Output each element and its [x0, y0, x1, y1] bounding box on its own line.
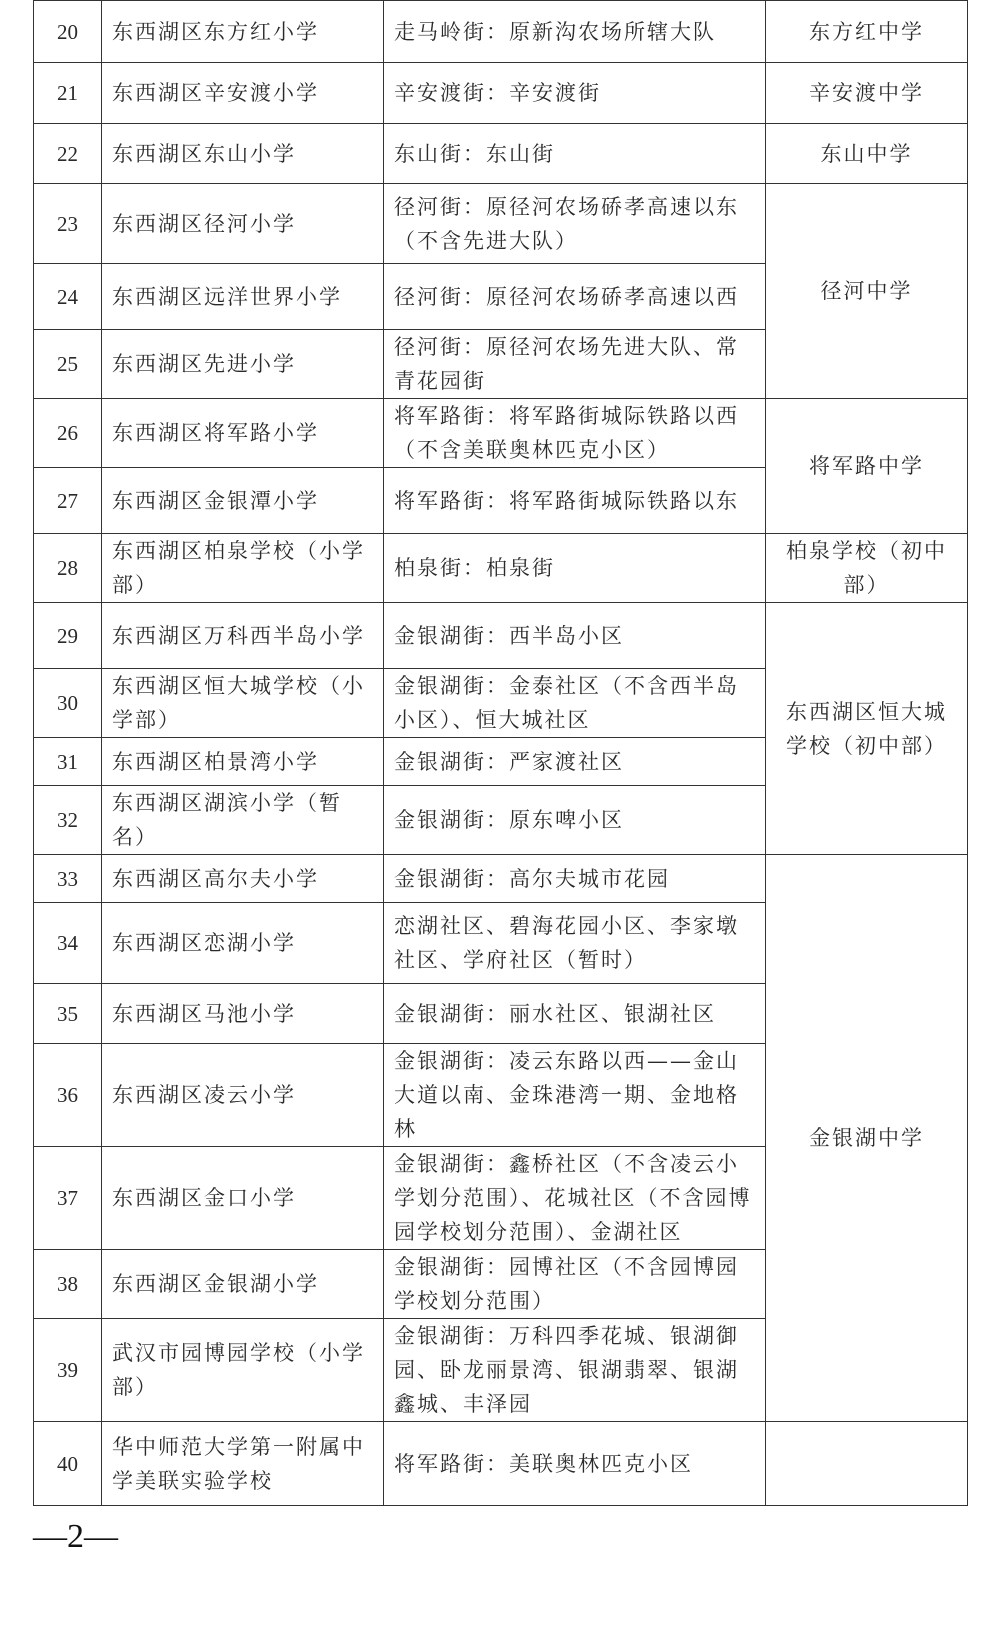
enrollment-area: 柏泉街：柏泉街 — [384, 534, 766, 603]
middle-school-name: 金银湖中学 — [766, 855, 968, 1422]
primary-school-name: 华中师范大学第一附属中学美联实验学校 — [102, 1422, 384, 1506]
primary-school-name: 东西湖区远洋世界小学 — [102, 264, 384, 330]
row-number: 23 — [34, 184, 102, 264]
enrollment-area: 金银湖街：万科四季花城、银湖御园、卧龙丽景湾、银湖翡翠、银湖鑫城、丰泽园 — [384, 1319, 766, 1422]
row-number: 20 — [34, 1, 102, 63]
school-district-table — [33, 0, 968, 1506]
enrollment-area: 金银湖街：鑫桥社区（不含凌云小学划分范围）、花城社区（不含园博园学校划分范围）、金湖社区 — [384, 1147, 766, 1250]
middle-school-name: 东山中学 — [766, 124, 968, 184]
table-row — [34, 1, 968, 63]
row-number: 26 — [34, 399, 102, 468]
middle-school-name: 径河中学 — [766, 184, 968, 399]
enrollment-area: 东山街：东山街 — [384, 124, 766, 184]
enrollment-area: 径河街：原径河农场先进大队、常青花园街 — [384, 330, 766, 399]
enrollment-area: 金银湖街：西半岛小区 — [384, 603, 766, 669]
enrollment-area: 走马岭街：原新沟农场所辖大队 — [384, 1, 766, 63]
row-number: 30 — [34, 669, 102, 738]
enrollment-area: 径河街：原径河农场硚孝高速以西 — [384, 264, 766, 330]
middle-school-name: 辛安渡中学 — [766, 63, 968, 124]
table-row — [34, 855, 968, 903]
row-number: 21 — [34, 63, 102, 124]
enrollment-area: 径河街：原径河农场硚孝高速以东（不含先进大队） — [384, 184, 766, 264]
row-number: 25 — [34, 330, 102, 399]
row-number: 22 — [34, 124, 102, 184]
enrollment-area: 金银湖街：凌云东路以西——金山大道以南、金珠港湾一期、金地格林 — [384, 1044, 766, 1147]
primary-school-name: 东西湖区万科西半岛小学 — [102, 603, 384, 669]
primary-school-name: 东西湖区金银潭小学 — [102, 468, 384, 534]
primary-school-name: 东西湖区金口小学 — [102, 1147, 384, 1250]
row-number: 32 — [34, 786, 102, 855]
row-number: 31 — [34, 738, 102, 786]
middle-school-name: 将军路中学 — [766, 399, 968, 534]
row-number: 37 — [34, 1147, 102, 1250]
primary-school-name: 东西湖区金银湖小学 — [102, 1250, 384, 1319]
row-number: 34 — [34, 903, 102, 984]
table-row — [34, 399, 968, 468]
primary-school-name: 东西湖区柏景湾小学 — [102, 738, 384, 786]
primary-school-name: 东西湖区湖滨小学（暂名） — [102, 786, 384, 855]
enrollment-area: 金银湖街：严家渡社区 — [384, 738, 766, 786]
middle-school-name — [766, 1422, 968, 1506]
table-row — [34, 603, 968, 669]
enrollment-area: 将军路街：将军路街城际铁路以西（不含美联奥林匹克小区） — [384, 399, 766, 468]
enrollment-area: 辛安渡街：辛安渡街 — [384, 63, 766, 124]
row-number: 29 — [34, 603, 102, 669]
enrollment-area: 将军路街：将军路街城际铁路以东 — [384, 468, 766, 534]
row-number: 36 — [34, 1044, 102, 1147]
enrollment-area: 恋湖社区、碧海花园小区、李家墩社区、学府社区（暂时） — [384, 903, 766, 984]
row-number: 27 — [34, 468, 102, 534]
primary-school-name: 东西湖区高尔夫小学 — [102, 855, 384, 903]
table-row — [34, 124, 968, 184]
table-row — [34, 534, 968, 603]
primary-school-name: 东西湖区先进小学 — [102, 330, 384, 399]
enrollment-area: 金银湖街：高尔夫城市花园 — [384, 855, 766, 903]
middle-school-name: 东方红中学 — [766, 1, 968, 63]
page-number: —2— — [33, 1518, 118, 1555]
row-number: 38 — [34, 1250, 102, 1319]
enrollment-area: 将军路街：美联奥林匹克小区 — [384, 1422, 766, 1506]
row-number: 40 — [34, 1422, 102, 1506]
row-number: 33 — [34, 855, 102, 903]
primary-school-name: 东西湖区凌云小学 — [102, 1044, 384, 1147]
enrollment-area: 金银湖街：金泰社区（不含西半岛小区）、恒大城社区 — [384, 669, 766, 738]
primary-school-name: 东西湖区恒大城学校（小学部） — [102, 669, 384, 738]
enrollment-area: 金银湖街：原东啤小区 — [384, 786, 766, 855]
table-row — [34, 63, 968, 124]
row-number: 28 — [34, 534, 102, 603]
primary-school-name: 东西湖区恋湖小学 — [102, 903, 384, 984]
primary-school-name: 武汉市园博园学校（小学部） — [102, 1319, 384, 1422]
table-row — [34, 1422, 968, 1506]
middle-school-name: 东西湖区恒大城学校（初中部） — [766, 603, 968, 855]
enrollment-area: 金银湖街：园博社区（不含园博园学校划分范围） — [384, 1250, 766, 1319]
primary-school-name: 东西湖区东山小学 — [102, 124, 384, 184]
primary-school-name: 东西湖区辛安渡小学 — [102, 63, 384, 124]
middle-school-name: 柏泉学校（初中部） — [766, 534, 968, 603]
row-number: 39 — [34, 1319, 102, 1422]
row-number: 24 — [34, 264, 102, 330]
primary-school-name: 东西湖区东方红小学 — [102, 1, 384, 63]
primary-school-name: 东西湖区柏泉学校（小学部） — [102, 534, 384, 603]
primary-school-name: 东西湖区马池小学 — [102, 984, 384, 1044]
row-number: 35 — [34, 984, 102, 1044]
table-row — [34, 184, 968, 264]
primary-school-name: 东西湖区径河小学 — [102, 184, 384, 264]
primary-school-name: 东西湖区将军路小学 — [102, 399, 384, 468]
enrollment-area: 金银湖街：丽水社区、银湖社区 — [384, 984, 766, 1044]
